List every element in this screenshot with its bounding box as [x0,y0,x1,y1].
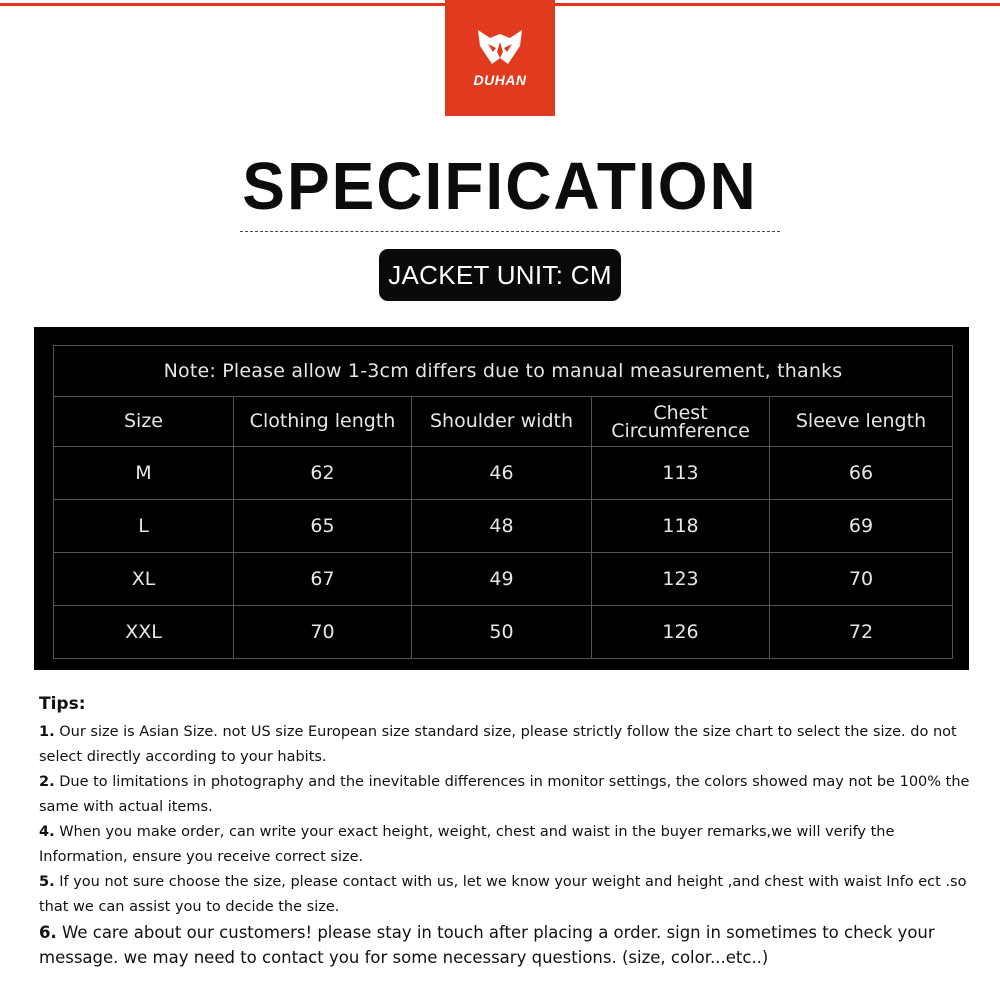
unit-badge: JACKET UNIT: CM [379,249,621,301]
header-shoulder-width: Shoulder width [412,397,592,447]
header-clothing-length: Clothing length [234,397,412,447]
cell-sleeve-length: 70 [770,553,953,606]
cell-size: L [54,500,234,553]
table-row [54,606,953,659]
cell-chest: 126 [592,606,770,659]
tip-item [39,920,974,970]
tip-text: Our size is Asian Size. not US size European size standard size, please strictly follow the size chart to select the size. do not select directly according to your habits. [39,724,957,765]
cell-sleeve-length: 72 [770,606,953,659]
cell-size: M [54,447,234,500]
header-chest-line-2: Circumference [611,419,750,442]
cell-clothing-length: 62 [234,447,412,500]
page-title: SPECIFICATION [242,148,758,224]
fox-mask-icon [476,28,524,68]
cell-shoulder-width: 48 [412,500,592,553]
tip-item [39,870,974,920]
table-row [54,500,953,553]
tips-title: Tips: [39,694,86,714]
tip-text: If you not sure choose the size, please contact with us, let we know your weight and height ,and chest with waist Info ect .so that we can assist you to decide the size. [39,874,967,915]
cell-sleeve-length: 69 [770,500,953,553]
cell-shoulder-width: 49 [412,553,592,606]
tip-number: 1. [39,724,55,740]
header-size: Size [54,397,234,447]
cell-chest: 123 [592,553,770,606]
table-note: Note: Please allow 1-3cm differs due to manual measurement, thanks [54,346,953,397]
cell-sleeve-length: 66 [770,447,953,500]
tip-number: 4. [39,824,55,840]
tip-number: 6. [39,923,57,942]
table-note-row [54,346,953,397]
cell-shoulder-width: 46 [412,447,592,500]
cell-chest: 118 [592,500,770,553]
brand-logo-text: DUHAN [473,72,527,88]
cell-shoulder-width: 50 [412,606,592,659]
tip-text: Due to limitations in photography and the inevitable differences in monitor settings, the colors showed may not be 100% the same with actual items. [39,774,970,815]
cell-size: XL [54,553,234,606]
size-table [53,345,953,659]
tip-item [39,720,974,770]
table-row [54,447,953,500]
brand-logo [445,0,555,116]
tip-text: When you make order, can write your exact height, weight, chest and waist in the buyer remarks,we will verify the Information, ensure you receive correct size. [39,824,895,865]
cell-chest: 113 [592,447,770,500]
header-chest-line-1: Chest [653,401,708,424]
table-header-row [54,397,953,447]
tip-item [39,770,974,820]
header-sleeve-length: Sleeve length [770,397,953,447]
cell-size: XXL [54,606,234,659]
dashed-divider [240,231,780,232]
cell-clothing-length: 65 [234,500,412,553]
tip-number: 2. [39,774,55,790]
cell-clothing-length: 70 [234,606,412,659]
tip-text: We care about our customers! please stay in touch after placing a order. sign in sometimes to check your message. we may need to contact you for some necessary questions. (size, color...etc..) [39,923,935,967]
header-chest-circumference [592,397,770,447]
size-table-panel [34,327,969,670]
table-row [54,553,953,606]
tip-number: 5. [39,874,55,890]
tip-item [39,820,974,870]
cell-clothing-length: 67 [234,553,412,606]
tips-section [39,694,974,970]
